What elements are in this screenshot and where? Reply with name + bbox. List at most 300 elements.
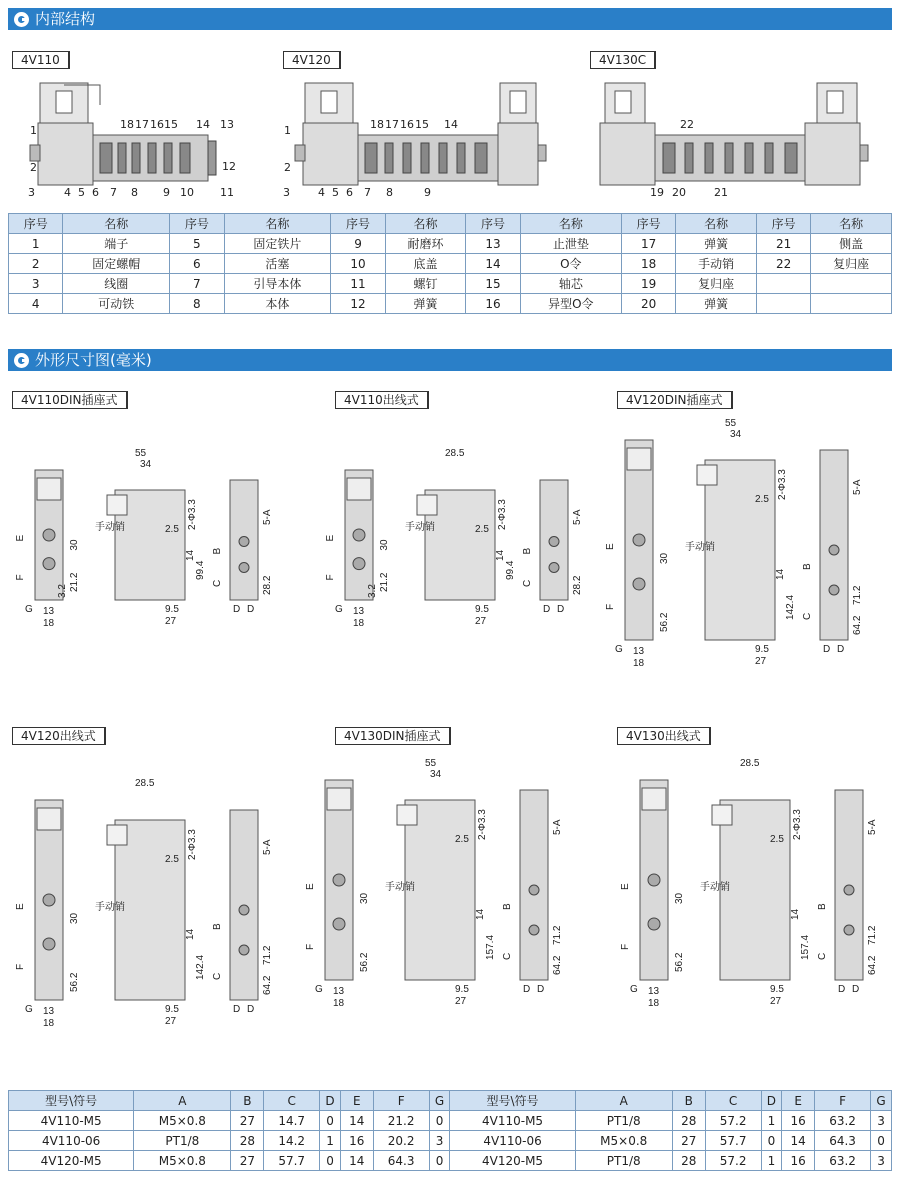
axis-label-d: D (823, 644, 831, 655)
dimension-label: 56.2 (659, 612, 670, 632)
spec-col-header: A (134, 1091, 231, 1111)
dimension-label: 5-A (852, 479, 863, 495)
dimension-label: 3.2 (367, 584, 378, 598)
dimension-label: 27 (455, 996, 467, 1007)
side-view-body (720, 800, 790, 980)
part-name-cell: 止泄垫 (520, 234, 621, 254)
part-name-cell: O令 (520, 254, 621, 274)
spec-table-header (9, 1091, 892, 1111)
part-name-cell: 复归座 (676, 274, 757, 294)
axis-label-b: B (212, 547, 223, 555)
axis-label-e: E (620, 883, 631, 890)
axis-label-b: B (817, 903, 828, 910)
dimension-label: 30 (659, 552, 670, 564)
callout: 4 (64, 186, 71, 199)
model-tag-4v110: 4V110 (12, 51, 70, 69)
dimension-label: 64.2 (552, 955, 563, 975)
dimension-label: 2.5 (475, 524, 489, 535)
dimension-label: 18 (333, 998, 345, 1009)
part-name-cell (811, 294, 892, 314)
dimension-label: 13 (43, 1006, 55, 1017)
dimension-label: 30 (674, 892, 685, 904)
axis-label-d: D (852, 984, 860, 995)
dimension-label: 18 (43, 1018, 55, 1029)
manual-pin-label: 手动销 (685, 542, 715, 553)
axis-label-c: C (802, 612, 813, 620)
parts-table (8, 213, 892, 314)
axis-label-b: B (502, 903, 513, 910)
col-header: 序号 (466, 214, 520, 234)
axis-label-e: E (325, 534, 336, 542)
part-name-cell: 可动铁 (63, 294, 170, 314)
port-circle (239, 563, 249, 573)
dimension-label: 55 (725, 418, 737, 429)
dim-title-4v120-wire: 4V120出线式 (12, 727, 106, 745)
port-circle (844, 885, 854, 895)
axis-label-e: E (15, 903, 26, 910)
parts-table-row (9, 234, 892, 254)
dimension-label: 27 (755, 656, 767, 667)
spec-col-header: F (373, 1091, 429, 1111)
dim-title-4v130-din: 4V130DIN插座式 (335, 727, 451, 745)
spec-cell: 28 (672, 1111, 705, 1131)
spec-cell: 1 (761, 1151, 782, 1171)
callout: 8 (131, 186, 138, 199)
dimension-label: 5-A (552, 819, 563, 835)
spec-cell: 4V110-06 (450, 1131, 575, 1151)
col-header: 序号 (331, 214, 385, 234)
callout: 19 (650, 186, 664, 199)
spec-cell: 0 (320, 1151, 341, 1171)
side-connector (697, 465, 717, 485)
spec-cell: 1 (761, 1111, 782, 1131)
parts-table-header (9, 214, 892, 234)
part-name-cell: 底盖 (385, 254, 466, 274)
spec-cell: 14 (340, 1151, 373, 1171)
axis-label-g: G (335, 604, 343, 615)
col-header: 名称 (63, 214, 170, 234)
spec-cell: 4V110-06 (9, 1131, 134, 1151)
port-circle (648, 874, 660, 886)
dimension-label: 3.2 (57, 584, 68, 598)
spec-col-header: G (871, 1091, 892, 1111)
spec-cell: 3 (429, 1131, 450, 1151)
part-number-cell: 12 (331, 294, 385, 314)
callout: 6 (92, 186, 99, 199)
dimension-label: 30 (379, 539, 390, 551)
spec-col-header: C (264, 1091, 320, 1111)
port-circle (353, 558, 365, 570)
callout: 11 (220, 186, 234, 199)
part-number-cell: 5 (170, 234, 224, 254)
port-circle (333, 918, 345, 930)
parts-table-row (9, 294, 892, 314)
spec-col-header: D (320, 1091, 341, 1111)
part-name-cell: 轴芯 (520, 274, 621, 294)
spec-cell: 14 (340, 1111, 373, 1131)
axis-label-b: B (802, 563, 813, 570)
part-number-cell: 14 (466, 254, 520, 274)
part-number-cell: 10 (331, 254, 385, 274)
manual-pin-label: 手动销 (95, 522, 125, 533)
axis-label-f: F (305, 943, 316, 950)
part-number-cell: 11 (331, 274, 385, 294)
axis-label-d: D (523, 984, 531, 995)
model-tag-4v130c: 4V130C (590, 51, 656, 69)
dim-title-4v130-wire: 4V130出线式 (617, 727, 711, 745)
dimension-label: 71.2 (262, 945, 273, 965)
dimension-label: 13 (633, 646, 645, 657)
col-header: 序号 (170, 214, 224, 234)
dimension-label: 14 (475, 908, 486, 920)
dimension-label: 21.2 (69, 572, 80, 592)
internal-drawing-4v130c (595, 75, 880, 205)
side-view-body (115, 820, 185, 1000)
axis-label-e: E (605, 543, 616, 550)
axis-label-g: G (315, 984, 323, 995)
dimension-label: 21.2 (379, 572, 390, 592)
part-name-cell: 活塞 (224, 254, 331, 274)
callout: 14 (444, 118, 458, 131)
coil-connector (642, 788, 666, 810)
dimension-label: 28.5 (445, 448, 465, 459)
part-name-cell: 引导本体 (224, 274, 331, 294)
spec-cell: 28 (231, 1131, 264, 1151)
dim-drawing-4v110-din (15, 440, 295, 640)
spec-cell: 57.2 (705, 1111, 761, 1131)
axis-label-b: B (212, 923, 223, 930)
dimension-label: 99.4 (505, 560, 516, 580)
col-header: 序号 (621, 214, 675, 234)
dimension-label: 13 (648, 986, 660, 997)
manual-pin-label: 手动销 (405, 522, 435, 533)
dimension-label: 27 (770, 996, 782, 1007)
dimension-label: 34 (140, 459, 152, 470)
callout: 12 (222, 160, 236, 173)
callout: 13 (220, 118, 234, 131)
dimension-label: 2-Φ3.3 (477, 809, 488, 840)
spec-col-header: A (575, 1091, 672, 1111)
dimension-label: 18 (633, 658, 645, 669)
axis-label-d: D (543, 604, 551, 615)
dimension-label: 28.2 (572, 575, 583, 595)
dimension-label: 5-A (262, 509, 273, 525)
callout: 5 (332, 186, 339, 199)
part-number-cell: 9 (331, 234, 385, 254)
axis-label-d: D (247, 604, 255, 615)
col-header: 名称 (224, 214, 331, 234)
port-circle (43, 529, 55, 541)
dimension-label: 30 (359, 892, 370, 904)
part-name-cell: 复归座 (811, 254, 892, 274)
spec-col-header: C (705, 1091, 761, 1111)
section-title-dimensions: 外形尺寸图(毫米) (35, 351, 152, 369)
axis-label-d: D (233, 604, 241, 615)
axis-label-g: G (630, 984, 638, 995)
spec-cell: 14.2 (264, 1131, 320, 1151)
spec-cell: PT1/8 (134, 1131, 231, 1151)
spec-cell: 0 (429, 1111, 450, 1131)
dimension-label: 14 (495, 549, 506, 561)
section-header-dimensions (8, 349, 892, 371)
port-circle (633, 534, 645, 546)
col-header: 序号 (9, 214, 63, 234)
dimension-label: 27 (165, 1016, 177, 1027)
callout: 1 (284, 124, 291, 137)
part-name-cell: 螺钉 (385, 274, 466, 294)
coil-connector (327, 788, 351, 810)
dimension-label: 2.5 (770, 834, 784, 845)
dimension-label: 9.5 (475, 604, 489, 615)
section-c-icon (14, 12, 29, 27)
spec-table-row (9, 1151, 892, 1171)
dimension-label: 18 (43, 618, 55, 629)
part-name-cell: 异型O令 (520, 294, 621, 314)
callout: 3 (283, 186, 290, 199)
spec-cell: M5×0.8 (134, 1151, 231, 1171)
axis-label-d: D (537, 984, 545, 995)
axis-label-d: D (233, 1004, 241, 1015)
axis-label-d: D (247, 1004, 255, 1015)
dimension-label: 2.5 (165, 524, 179, 535)
part-name-cell: 手动销 (676, 254, 757, 274)
axis-label-g: G (25, 604, 33, 615)
callout: 9 (163, 186, 170, 199)
dimension-label: 71.2 (852, 585, 863, 605)
part-number-cell (756, 274, 810, 294)
spec-cell: 1 (320, 1131, 341, 1151)
part-number-cell: 16 (466, 294, 520, 314)
dimension-label: 2-Φ3.3 (792, 809, 803, 840)
part-number-cell: 4 (9, 294, 63, 314)
dimension-label: 64.2 (867, 955, 878, 975)
axis-label-g: G (615, 644, 623, 655)
port-circle (844, 925, 854, 935)
dimension-label: 71.2 (867, 925, 878, 945)
port-circle (829, 585, 839, 595)
dimension-label: 30 (69, 912, 80, 924)
dimension-label: 27 (165, 616, 177, 627)
callout: 5 (78, 186, 85, 199)
part-name-cell: 固定铁片 (224, 234, 331, 254)
port-circle (529, 885, 539, 895)
spec-cell: 0 (761, 1131, 782, 1151)
spec-cell: 16 (782, 1111, 815, 1131)
parts-table-row (9, 274, 892, 294)
part-number-cell: 2 (9, 254, 63, 274)
port-circle (43, 894, 55, 906)
dimension-label: 28.5 (135, 778, 155, 789)
dim-drawing-4v110-wire (325, 440, 605, 640)
part-number-cell: 21 (756, 234, 810, 254)
dimension-label: 142.4 (195, 954, 206, 980)
dim-title-4v110-din: 4V110DIN插座式 (12, 391, 128, 409)
spec-col-header: 型号\符号 (9, 1091, 134, 1111)
dimension-label: 142.4 (785, 594, 796, 620)
dimension-label: 99.4 (195, 560, 206, 580)
dim-title-4v120-din: 4V120DIN插座式 (617, 391, 733, 409)
part-number-cell: 6 (170, 254, 224, 274)
dim-drawing-4v120-wire (15, 770, 295, 1040)
spec-cell: 27 (672, 1131, 705, 1151)
callout: 7 (110, 186, 117, 199)
coil-connector (37, 808, 61, 830)
dimension-label: 18 (353, 618, 365, 629)
dimension-label: 2.5 (755, 494, 769, 505)
port-circle (353, 529, 365, 541)
spec-table-row (9, 1131, 892, 1151)
spec-cell: 57.7 (705, 1131, 761, 1151)
part-number-cell: 1 (9, 234, 63, 254)
section-header-internal (8, 8, 892, 30)
dimension-label: 2-Φ3.3 (777, 469, 788, 500)
axis-label-c: C (817, 952, 828, 960)
side-connector (397, 805, 417, 825)
spec-cell: PT1/8 (575, 1111, 672, 1131)
callout: 10 (180, 186, 194, 199)
axis-label-d: D (838, 984, 846, 995)
port-circle (529, 925, 539, 935)
dimension-label: 2-Φ3.3 (187, 499, 198, 530)
port-circle (333, 874, 345, 886)
manual-pin-label: 手动销 (385, 882, 415, 893)
callout: 1 (30, 124, 37, 137)
dimension-label: 157.4 (800, 934, 811, 960)
dimension-label: 64.2 (262, 975, 273, 995)
dimension-label: 9.5 (770, 984, 784, 995)
callout: 8 (386, 186, 393, 199)
dimension-label: 157.4 (485, 934, 496, 960)
dimension-label: 13 (353, 606, 365, 617)
callout: 3 (28, 186, 35, 199)
callout: 18 (120, 118, 134, 131)
dimension-label: 13 (333, 986, 345, 997)
spec-cell: 64.3 (373, 1151, 429, 1171)
spec-cell: 63.2 (815, 1111, 871, 1131)
axis-label-f: F (15, 963, 26, 970)
dimension-label: 5-A (262, 839, 273, 855)
side-view-body (405, 800, 475, 980)
port-circle (43, 558, 55, 570)
part-number-cell: 22 (756, 254, 810, 274)
part-name-cell: 耐磨环 (385, 234, 466, 254)
col-header: 名称 (811, 214, 892, 234)
part-name-cell: 线圈 (63, 274, 170, 294)
dimension-label: 71.2 (552, 925, 563, 945)
callout: 18 (370, 118, 384, 131)
part-number-cell: 7 (170, 274, 224, 294)
spec-col-header: 型号\符号 (450, 1091, 575, 1111)
spec-cell: 21.2 (373, 1111, 429, 1131)
callout: 14 (196, 118, 210, 131)
spec-col-header: B (672, 1091, 705, 1111)
col-header: 序号 (756, 214, 810, 234)
axis-label-e: E (15, 534, 26, 542)
spec-cell: 4V110-M5 (9, 1111, 134, 1131)
spec-cell: 63.2 (815, 1151, 871, 1171)
callout: 17 (135, 118, 149, 131)
dimension-label: 9.5 (165, 604, 179, 615)
parts-table-row (9, 254, 892, 274)
spec-table-row (9, 1111, 892, 1131)
dimension-label: 2.5 (165, 854, 179, 865)
axis-label-f: F (620, 943, 631, 950)
callout: 15 (164, 118, 178, 131)
spec-col-header: B (231, 1091, 264, 1111)
dimension-label: 55 (135, 448, 147, 459)
side-connector (712, 805, 732, 825)
dimension-label: 30 (69, 539, 80, 551)
dimension-label: 34 (430, 769, 442, 780)
part-name-cell: 端子 (63, 234, 170, 254)
col-header: 名称 (520, 214, 621, 234)
port-circle (43, 938, 55, 950)
section-c-icon (14, 353, 29, 368)
dimension-label: 9.5 (165, 1004, 179, 1015)
part-number-cell: 17 (621, 234, 675, 254)
dimension-label: 5-A (572, 509, 583, 525)
manual-pin-label: 手动销 (95, 902, 125, 913)
callout: 16 (150, 118, 164, 131)
spec-col-header: E (340, 1091, 373, 1111)
dimension-label: 55 (425, 758, 437, 769)
callout: 2 (284, 161, 291, 174)
spec-cell: M5×0.8 (575, 1131, 672, 1151)
dimension-label: 56.2 (674, 952, 685, 972)
part-name-cell: 弹簧 (385, 294, 466, 314)
spec-cell: 0 (429, 1151, 450, 1171)
spec-cell: 16 (340, 1131, 373, 1151)
spec-col-header: F (815, 1091, 871, 1111)
dimension-label: 28.2 (262, 575, 273, 595)
spec-col-header: G (429, 1091, 450, 1111)
part-name-cell (811, 274, 892, 294)
axis-label-c: C (212, 972, 223, 980)
callout: 6 (346, 186, 353, 199)
port-circle (829, 545, 839, 555)
axis-label-g: G (25, 1004, 33, 1015)
dim-drawing-4v130-din (305, 750, 585, 1020)
axis-label-f: F (15, 574, 26, 581)
callout: 21 (714, 186, 728, 199)
port-circle (239, 945, 249, 955)
port-circle (633, 578, 645, 590)
callout: 2 (30, 161, 37, 174)
spec-col-header: E (782, 1091, 815, 1111)
axis-label-f: F (325, 574, 336, 581)
spec-cell: 27 (231, 1111, 264, 1131)
dimension-label: 14 (185, 549, 196, 561)
dim-title-4v110-wire: 4V110出线式 (335, 391, 429, 409)
dimension-label: 9.5 (455, 984, 469, 995)
spec-cell: 14.7 (264, 1111, 320, 1131)
dimension-label: 14 (775, 568, 786, 580)
port-circle (549, 537, 559, 547)
dimension-label: 2-Φ3.3 (187, 829, 198, 860)
side-connector (107, 495, 127, 515)
part-number-cell (756, 294, 810, 314)
part-number-cell: 19 (621, 274, 675, 294)
spec-cell: 0 (320, 1111, 341, 1131)
section-title-internal: 内部结构 (35, 10, 96, 28)
dimension-label: 56.2 (69, 972, 80, 992)
axis-label-f: F (605, 603, 616, 610)
callout: 7 (364, 186, 371, 199)
callout: 16 (400, 118, 414, 131)
axis-label-d: D (837, 644, 845, 655)
callout: 20 (672, 186, 686, 199)
dim-drawing-4v130-wire (620, 750, 900, 1020)
